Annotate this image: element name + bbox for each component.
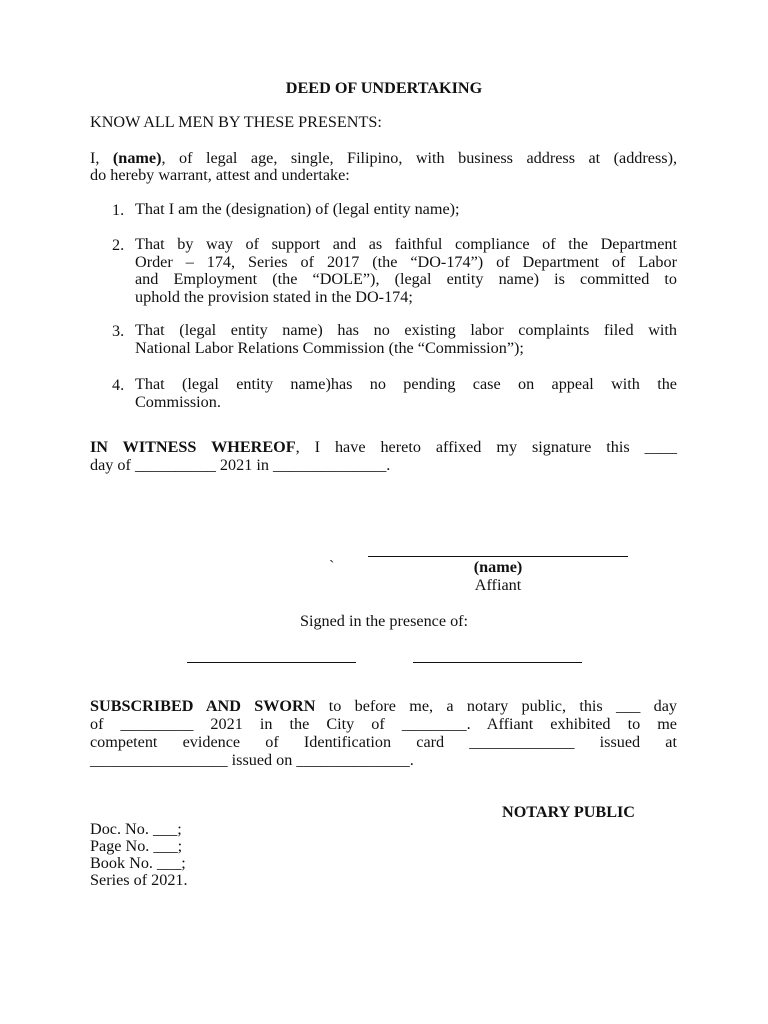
witness-heading: IN WITNESS WHEREOF bbox=[90, 438, 296, 456]
witness-signature-line-2 bbox=[413, 662, 582, 663]
item-number: 3. bbox=[112, 322, 125, 340]
presence-label: Signed in the presence of: bbox=[299, 612, 469, 630]
item-line: Commission. bbox=[135, 392, 221, 411]
undertaking-item-1 bbox=[135, 201, 677, 219]
page-no: Page No. ___; bbox=[90, 837, 183, 855]
subscribed-line-4: _________________ issued on ______________. bbox=[90, 751, 414, 769]
item-line: uphold the provision stated in the DO-174; bbox=[135, 287, 413, 306]
intro-prefix: I, bbox=[90, 149, 113, 167]
undertaking-item-4 bbox=[135, 376, 677, 411]
item-number: 2. bbox=[112, 236, 125, 254]
subscribed-line-2: of _________ 2021 in the City of ________. Affiant exhibited to me bbox=[90, 715, 677, 733]
item-line: That by way of support and as faithful compliance of the Department bbox=[135, 235, 677, 253]
series-of: Series of 2021. bbox=[90, 871, 188, 889]
doc-no: Doc. No. ___; bbox=[90, 820, 182, 838]
item-line: and Employment (the “DOLE”), (legal entity name) is committed to bbox=[135, 270, 677, 288]
notary-public-label: NOTARY PUBLIC bbox=[502, 803, 635, 821]
undertaking-item-3 bbox=[135, 322, 677, 357]
item-line: Order – 174, Series of 2017 (the “DO-174”) of Department of Labor bbox=[135, 252, 677, 271]
undertaking-item-2 bbox=[135, 236, 677, 306]
item-line: That (legal entity name)has no pending case on appeal with the bbox=[135, 375, 677, 393]
item-number: 4. bbox=[112, 376, 125, 394]
subscribed-heading: SUBSCRIBED AND SWORN bbox=[90, 697, 316, 715]
preamble: KNOW ALL MEN BY THESE PRESENTS: bbox=[90, 113, 382, 131]
intro-line-1 bbox=[90, 149, 677, 167]
item-line: National Labor Relations Commission (the “Commission”); bbox=[135, 338, 524, 357]
subscribed-rest: to before me, a notary public, this ___ day bbox=[315, 697, 677, 715]
subscribed-line-3: competent evidence of Identification card _____________ issued at bbox=[90, 733, 677, 751]
intro-rest: , of legal age, single, Filipino, with business address at (address), bbox=[161, 149, 678, 167]
witness-line-1 bbox=[90, 438, 677, 456]
witness-signature-line-1 bbox=[187, 662, 356, 663]
affiant-name: (name) bbox=[473, 558, 523, 576]
affiant-name-placeholder: (name) bbox=[112, 149, 162, 167]
affiant-label: Affiant bbox=[474, 576, 522, 594]
affiant-signature-line bbox=[368, 556, 628, 557]
stray-tick-mark: ` bbox=[329, 557, 335, 575]
intro-line-2: do hereby warrant, attest and undertake: bbox=[90, 166, 350, 184]
witness-line-2: day of __________ 2021 in ______________. bbox=[90, 456, 391, 474]
book-no: Book No. ___; bbox=[90, 854, 186, 872]
item-number: 1. bbox=[112, 201, 125, 219]
document-title: DEED OF UNDERTAKING bbox=[285, 79, 483, 97]
item-line: That I am the (designation) of (legal entity name); bbox=[135, 200, 460, 218]
witness-rest: , I have hereto affixed my signature this ____ bbox=[295, 438, 677, 456]
subscribed-line-1 bbox=[90, 697, 677, 715]
item-line: That (legal entity name) has no existing labor complaints filed with bbox=[135, 321, 677, 339]
